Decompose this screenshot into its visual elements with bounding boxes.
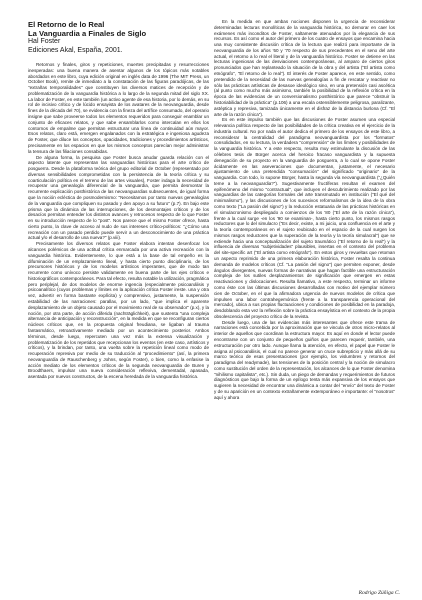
book-title: El Retorno de lo Real <box>28 20 105 29</box>
book-publisher: Ediciones Akal, España, 2001. <box>28 46 123 54</box>
book-author: Hal Foster <box>28 38 61 45</box>
body-paragraph: De alguna forma, la pesquisa que Foster busca anudar guarda relación con el aspecto latente que representan las vanguardias históricas para el arte crítico de posguerra. Desde la plataforma teórica del grupo editorial de October (representado por diversas sensibilidades comprometidas con la persistencia de la teoría crítica y su coarticulación política en el terreno de las artes visuales), Foster indaga la necesidad de recuperar una genealogía diferencial de la vanguardia, que permita desmontar la recurrente explicación posthistórica de las neovanguardias subsecuentes, de igual forma que la noción ecléctica de posmodernismo: "Necesitamos por tanto nuevas genealogías de la vanguardia que compliquen su pasado y den apoyo a su futuro" (p.7). En bajo este prisma que la dinámica de las interrupciones, de los desmontajes críticos y de los desacíos permitan entender los distintos avances y retrocesos respecto de lo que Foster en su introducción respecto de lo "post". Nos parece que el mismo Foster ofrece, hasta cierto punto, la clave de acceso al nudo de sus intereses crítico-políticos: "¿Cómo una recreación con un pasado perdido puede servir a un desconocimiento de una práctica actual y/o el desarrollo de una nueva?" (p.viii). <box>28 154 209 241</box>
body-paragraph: Desde luego, una de las evidencias más interesantes que ofrece este trama de narraciones está concebida por la aproximación que se vincula de otros micro-relatos al interior de aquellos que coordinan la estructura mayor. Es aquí en donde el lector puede encontrarse con un conjunto de pequeños guiños que parecen requerir, también, una estructuración por otro lado. Aunque llama la atención, en efecto, el papel que Foster le asigna al psicoanálisis, el cual no parece generar un cruce subrepticio y más allá de su marco teórico de esas presentaciones (por ejemplo, los vislumbres y retornos del paradigma del readymade), las tensiones de la posición central y la noción de simulacro como sustitución del orden de la representación, los alcances de lo que Foster denomina "nihilismo capitalista", etc.). Sin duda, un piego de demandas y requerimientos de futuros diagnósticos que bajo la forma de un epílogo tenta más expansiva de los ensayos que sugieren la necesidad de encontrar una dinámica a contar del "envío" del texto de Foster y de su aparición en un contexto extrañamente extemporáneo e importante: el "nosotros" aquí y ahora <box>214 319 395 400</box>
body-paragraph: Es en este impulso también que las discusiones de Foster asumen una especial relevancia política respecto de las posibilidades de la crítica creativa en el ejercicio de la industria cultural. No por nada el autor dedica el primero de los ensayos de este libro, a reconsiderar la centralidad del paradigma neovanguardista por los "formatos" consolidados, en su lectura, la verdadera "comprensión" de los límites y posibilidades de la vanguardia histórica. Y a este respecto, resulta muy estimulante la discusión de las célebres tesis de Bürger acerca del heroico fracaso vanguardista y la supuesta denegación de su proyecto en la vanguardia de posguerra, a lo cual se opone Foster ácidamente en las aseveraciones que documentan, justamente, el necesario ajustamiento de una pretendida "consumación" del significado "originario" de la vanguardia. Con todo, lo supone Bürger, hasta la segunda vía neovanguardista ("¿Quién teme a la neovanguardia?"). Sugestivamente fructíferas resultan el examen del epifenómeno del mismo "contractual", que incluyen el descubrimiento realizado por las vanguardias de las categorías formales del arte transmutado en institución ("El qué del minimalismo"), y las discusiones de los sucesivos reformalismos de la idea de la obra como texto ("La pasión del signo") y la reducción estatuaria de las prácticas históricas en el simulacronismo despliegado a comienzos de los '80 ("El arte de la razón cínica"), frente a la cual surge -en los '90 se examinan-, hasta cierto punto, los mismos rasgos reductores que lo del simulacro ("Es decir, existe, a mi juicio, una confluencia en el arte y la teoría contemporáneos en el sujeto reubicado en el espacio de la cual surgen los mismos rasgos reductores que la superación de la teoría y la teoría simulacral") que se extiende hacia una conceptualización del sujeto traumático ("El retorno de lo real") y la influencia de diversas "subjetividades" plausibles, insertas en el contexto del problema del site-specific art ("El artista como etnógrafo"). En estos giros y revueltas que retoman un aspecto reprimido de una primera elaboración histórica, Foster resalta la continua demanda de modelos críticos (Cf. "La pasión del signo") que permiten exponer, desde ángulos divergentes, nuevas formas de narrativas que hagan factible una estructuración compleja de los sutiles desplazamientos de significación que emergen en estas reactivaciones y dislocaciones. Resulta llamativo, a este respecto, terminar un informe como éste con las últimas discusiones desarrolladas con motivo del ejemplar número cien de October, en el que la afirmadora urgencia de nuevos modelos de crítica que impulsen una labor contrahegemónica (frente a la transparencia operacional del mercado), ubica a sus propias fluctuaciones y condiciones de posibilidad en la paradoja, desdoblando esta vez la reflexión sobre la práctica ensayística en el contexto de la propia obsolescencia del proyecto crítico de la revista. <box>214 117 395 319</box>
review-signature: Rodrigo Zúñiga C. <box>358 590 400 596</box>
review-header <box>28 20 208 55</box>
body-paragraph: Retornos y finales, giros y repeticiones, muertes precipitadas y resurrecciones inesperadas: una buena manera de asentar algunos de los tópicos más notables abordados en este libro, cuya edición original en inglés data de 1996 (The MIT Press, un October Book), remite de inmediato a la constatación de las figuras paradójicas, de las "extrañas temporalidades" que constituyen los diversos matices de recepción y de problematización de la vanguardia histórica a lo largo de la segunda mitad del siglo XX. La labor de Foster, en este también (un activo agente de esa historia, por lo demás, en su rol de incisivo crítico y de lúcido ensayista de los avatares de la neovanguardia, desde fines de la década del 70), se evidencia con la fineza del artífice consumado, del operario insigne que sabe proveerse todos los elementos requeridos para conseguir enamblar un conjunto de eficaces relatos, y que sabe ensamblarlos como intercalan en ellos los contornos de empalme que permitan estructurar una línea de continuidad aún mayor. Esos relatos, claro está, emergen engalanados con la estratégica e ingeniosa agudeza de Foster, que diluce los conceptos, opacidades, tradiciones y procedimientos artísticos, precisamente en los espacios en que los mismos conceptos parecían mejor administrar la tensura de las filiaciones consabidas. <box>28 62 209 154</box>
left-text-column <box>28 62 209 590</box>
right-text-column <box>214 19 395 579</box>
book-subtitle: La Vanguardia a Finales de Siglo <box>28 29 147 38</box>
body-paragraph: Precisamente los diversos relatos que Foster elabora intentan desenfocar los alcances polémicos de una actitud crítica enmarcada por una activa recreación con la vanguardia histórica. Evidentemente, lo que está a la base de tal empeño es la difuminación de un emplazamiento lineal, y hasta cierto punto disciplinario, de los precursores históricos y de los modelos artísticos imperantes, que de modo tan recurrente como unívoco persiste validamente en buena parte de los ejes críticos e historiográficos contemporáneos. Para tal efecto, resulta notable la utilización, pragmática pero periplejal, de dos modelos de enorme ingencia (especialmente psicoanálisis y psicoanalítico (cuyos problemas y límites en la aplicación crítica Foster ireste. una y otra vez, advertir en forma bastante explícita) y comprensivo, justamente, la suspensión estabilidad de las narraciones: parallax, por un lado, "que implica el aparente desplazamiento de un objeto causado por el movimiento real de su observador" (p.x), y la noción, por otra parte, de acción diferida (nachträglichkeit), que sustenta "una compleja alternancia de anticipación y reconstrucción", en la medida en que se reconfiguran ciertos núcleos críticos que, en la propuesta original freudiana, se ligaban al trauma fantasmático, retroactivamente mediado por un acontecimiento posterior. Ambos términos, desde luego, repercuten una vez más la extensa visualización y problematización de los repetidos que recepcionan los eventos (en este caso, artísticos y críticos), y la brindan, por tanto, una vuelta sobre la repetición lineal como modo de recuperación represiva por medio de su traducción al "procedimiento" (así, la primera neovanguardia de Rauschenberg y Johns, según Foster), o bien, como la enfasise la acción mediato de los elementos críticos de la segunda neovanguardia de Buren y Broodthaers, impulsar una nueva consideración reflexiva, dementadal, apasada, asentada por nuevos constructos, de la escena heredada de la vanguardia histórica. <box>28 241 209 380</box>
body-paragraph: En la medida en que ambas nociones disponen la urgencia de reconsiderar determinadas lecturas monolíticas de la vanguardia histórica, no demorar en caer los exámenes más inconditos de Foster, saltamente atenuados por la elegancia de sus recursos. Es así como el autor del primero de los cuatro de ensayos que encamina hacia una muy consistente discusión crítica de la lectura que realizó para importante de la neovanguardia de los años '60 y '70 respecto de sus precedentes en el seno del arte actual, el retorno a lo real el literal y de la vanguardia histórico. Foster se detiene en las lecturas ingeniosas de las desviaciones contemporáneas, al amparo de ciertos giros pronunciados que han replanteado la situación de la obra y del artista ("El artista como etnógrafo", "El retorno de lo real"). El interés de Foster aparece, en este sentido, como pretendido de la necesidad de las nuevas genealogías a fin de rescatar y reactivar no sólo las prácticas artísticas de desasoe ideológico sino, en una pretensión casi ascética (al punto como mucho más asimismo, también la posibilidad de la reflexión crítica en la época de las evidencias de un conversionalismo posthistórico que parece "obstruir la historiabilidad de la práctica" (p.106) a una escala ostensiblemente peligrosa, paralizante, astéptica y represiva, tamizada únicamente en el disfraz de la distancia burlona (Cf. "El arte de la razón cínica"). <box>214 19 395 117</box>
